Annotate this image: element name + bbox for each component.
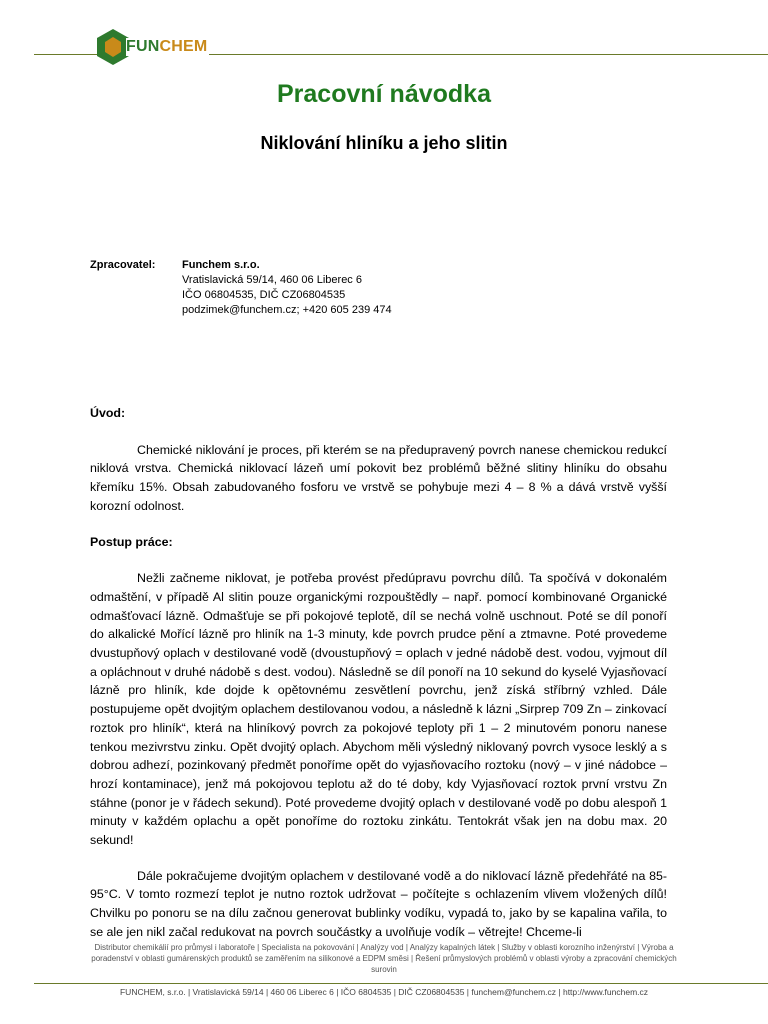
procedure-paragraph-2: Dále pokračujeme dvojitým oplachem v destilované vodě a do niklovací lázně předehřáté na 85-95°C. V tomto rozmezí teplot je nutno roztok udržovat – počítejte s ochlazením vlivem vložených dílů! Chvilku po ponoru se na dílu začnou generovat bublinky vodíku, vypadá to, jako by se kapalina vařila, to se ale jen nikl začal redukovat na povrch součástky a uvolňuje vodík – větrejte! Chceme-li: [90, 868, 667, 939]
processor-contact: podzimek@funchem.cz; +420 605 239 474: [182, 304, 392, 316]
document-body: [90, 404, 667, 959]
footer-contact: FUNCHEM, s.r.o. | Vratislavická 59/14 | 460 06 Liberec 6 | IČO 6804535 | DIČ CZ06804535 | funchem@funchem.cz | http://www.funchem.cz: [119, 987, 649, 997]
footer-rule: [34, 983, 768, 984]
logo-wordmark: [126, 38, 209, 56]
processor-details: [182, 258, 502, 318]
footer-services: Distributor chemikálií pro průmysl i laboratoře | Specialista na pokovování | Analýzy vod | Analýzy kapalných látek | Služby v oblasti korozního inženýrství | Výroba a poradenství v oblasti gumárenských produktů se zaměřením na silikonové a EDPM směsi | Řešení průmyslových problémů v oblasti výroby a zpracování chemických surovin: [91, 943, 677, 974]
document-title: Pracovní návodka: [277, 80, 491, 108]
procedure-paragraph-1: Nežli začneme niklovat, je potřeba provést předúpravu povrchu dílů. Ta spočívá v dokonalém odmaštění, v případě Al slitin pouze organickými rozpouštědly – např. pomocí kombinované Organické odmašťovací lázně. Odmašťuje se při pokojové teplotě, díl se nechá volně uschnout. Poté se díl ponoří do alkalické Mořící lázně pro hliník na 1-3 minuty, kde povrch prudce pění a ztmavne. Poté provedeme dvustupňový oplach v destilované vodě (dvoustupňový = oplach v jedné nádobě dest. vodou, vyjmout díl a opláchnout v druhé nádobě s dest. vodou). Následně se díl ponoří na 10 sekund do kyselé Vyjasňovací lázně pro hliník, kde dojde k opětovnému zesvětlení povrchu, jenž získá stříbrný vzhled. Dále postupujeme opět dvojitým oplachem destilovanou vodou, a následně k lázni „Sirprep 709 Zn – zinkovací roztok pro hliník“, která na hliníkový povrch za pokojové teploty při 1 – 2 minutovém ponoru nanese tenkou mezivrstvu zinku. Opět dvojitý oplach. Abychom měli výsledný niklovaný povrch vysoce lesklý a s dobrou adhezí, pozinkovaný předmět ponoříme opět do vyjasňovacího roztoku (nový – v jiné nádobce – hrozí kontaminace), jenž má pokojovou teplotu až do té doby, kdy Vyjasňovací roztok první vrstvu Zn stáhne (ponor je v řádech sekund). Poté provedeme dvojitý oplach v destilované vodě po dobu alespoň 1 minuty v každém oplachu a opět ponoříme do roztoku zinkátu. Tentokrát však jen na dobu max. 20 sekund!: [90, 571, 667, 848]
intro-paragraph: Chemické niklování je proces, při kterém se na předupravený povrch nanese chemickou redukcí niklová vrstva. Chemická niklovací lázeň umí pokovit bez problémů běžné slitiny hliníku do obsahu křemíku 15%. Obsah zabudovaného fosforu ve vrstvě se pohybuje mezi 4 – 8 % a dává vrstvě vyšší korozní odolnost.: [90, 442, 667, 513]
processor-label: Zpracovatel:: [90, 259, 156, 271]
funchem-logo: [94, 28, 209, 66]
processor-address: Vratislavická 59/14, 460 06 Liberec 6: [182, 274, 362, 286]
processor-company: Funchem s.r.o.: [182, 259, 260, 271]
logo-text-fun: FUN: [126, 38, 160, 55]
procedure-heading: Postup práce:: [90, 534, 173, 549]
processor-ids: IČO 06804535, DIČ CZ06804535: [182, 289, 346, 301]
logo-text-chem: CHEM: [159, 38, 208, 55]
intro-heading: Úvod:: [90, 406, 126, 420]
document-subtitle: Niklování hliníku a jeho slitin: [260, 133, 508, 153]
